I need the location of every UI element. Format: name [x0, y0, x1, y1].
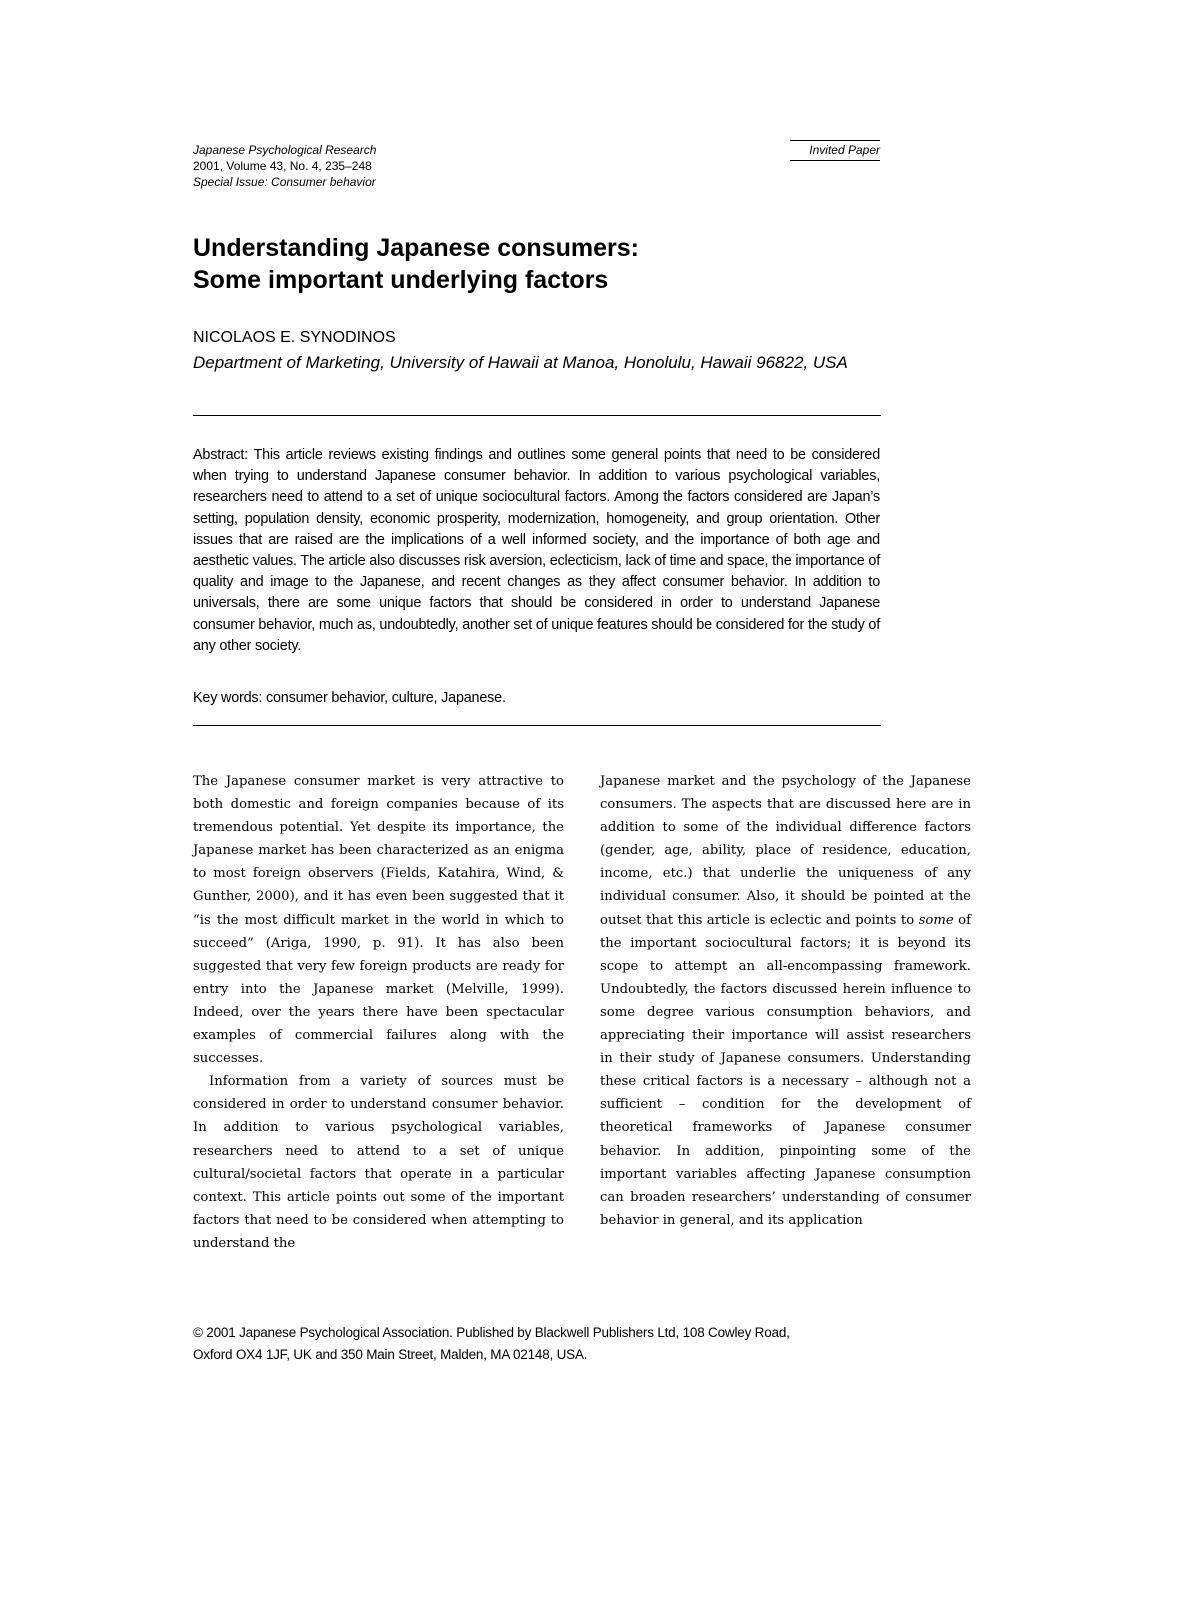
journal-info — [193, 142, 613, 190]
special-issue: Special Issue: Consumer behavior — [193, 175, 376, 189]
author-name: NICOLAOS E. SYNODINOS — [193, 329, 396, 346]
copyright-notice — [193, 1322, 893, 1366]
article-title — [193, 232, 893, 296]
author-affiliation: Department of Marketing, University of Hawaii at Manoa, Honolulu, Hawaii 96822, USA — [193, 353, 848, 372]
title-line-1: Understanding Japanese consumers: — [193, 234, 639, 262]
body-paragraph: Information from a variety of sources must be considered in order to understand consumer behavior. In addition to various psychological variables, researchers need to attend to a set of unique cultural/societal factors that operate in a particular context. This article points out some of the important factors that need to be considered when attempting to understand the — [193, 1074, 564, 1251]
copyright-line-2: Oxford OX4 1JF, UK and 350 Main Street, Malden, MA 02148, USA. — [193, 1347, 588, 1362]
journal-volume: 2001, Volume 43, No. 4, 235–248 — [193, 159, 372, 173]
abstract-top-rule — [193, 415, 881, 416]
copyright-line-1: © 2001 Japanese Psychological Association. Published by Blackwell Publishers Ltd, 108 Cowley Road, — [193, 1325, 790, 1340]
body-column-right — [600, 770, 971, 1232]
journal-name: Japanese Psychological Research — [193, 143, 377, 157]
abstract-bottom-rule — [193, 725, 881, 726]
keywords: Key words: consumer behavior, culture, Japanese. — [193, 690, 506, 706]
title-line-2: Some important underlying factors — [193, 266, 609, 294]
emphasis-word: some — [918, 912, 954, 928]
body-text-segment: Japanese market and the psychology of the Japanese consumers. The aspects that are discussed here are in addition to some of the individual difference factors (gender, age, ability, place of residence, education, income, etc.) that underlie the uniqueness of any individual consumer. Also, it should be pointed at the outset that this article is eclectic and points to — [600, 774, 971, 928]
abstract-text: Abstract: This article reviews existing findings and outlines some general points that need to be considered when trying to understand Japanese consumer behavior. In addition to various psychological variables, researchers need to attend to a set of unique sociocultural factors. Among the factors considered are Japan’s setting, population density, economic prosperity, modernization, homogeneity, and group orientation. Other issues that are raised are the implications of a well informed society, and the importance of both age and aesthetic values. The article also discusses risk aversion, eclecticism, lack of time and space, the importance of quality and image to the Japanese, and recent changes as they affect consumer behavior. In addition to universals, there are some unique factors that should be considered in order to understand Japanese consumer behavior, much as, undoubtedly, another set of unique features should be considered for the study of any other society. — [193, 447, 880, 654]
paper-type-label: Invited Paper — [790, 140, 880, 161]
body-column-left — [193, 770, 564, 1255]
body-text-segment: of the important sociocultural factors; it is beyond its scope to attempt an all-encompassing framework. Undoubtedly, the factors discussed herein influence to some degree various consumption behaviors, and appreciating their importance will assist researchers in their study of Japanese consumers. Understanding these critical factors is a necessary – although not a sufficient – condition for the development of theoretical frameworks of Japanese consumer behavior. In addition, pinpointing some of the important variables affecting Japanese consumption can broaden researchers’ understanding of consumer behavior in general, and its application — [600, 912, 971, 1228]
body-paragraph: The Japanese consumer market is very attractive to both domestic and foreign companies because of its tremendous potential. Yet despite its importance, the Japanese market has been characterized as an enigma to most foreign observers (Fields, Katahira, Wind, & Gunther, 2000), and it has even been suggested that it “is the most difficult market in the world in which to succeed” (Ariga, 1990, p. 91). It has also been suggested that very few foreign products are ready for entry into the Japanese market (Melville, 1999). Indeed, over the years there have been spectacular examples of commercial failures along with the successes. — [193, 774, 564, 1067]
body-paragraph — [600, 770, 971, 1232]
